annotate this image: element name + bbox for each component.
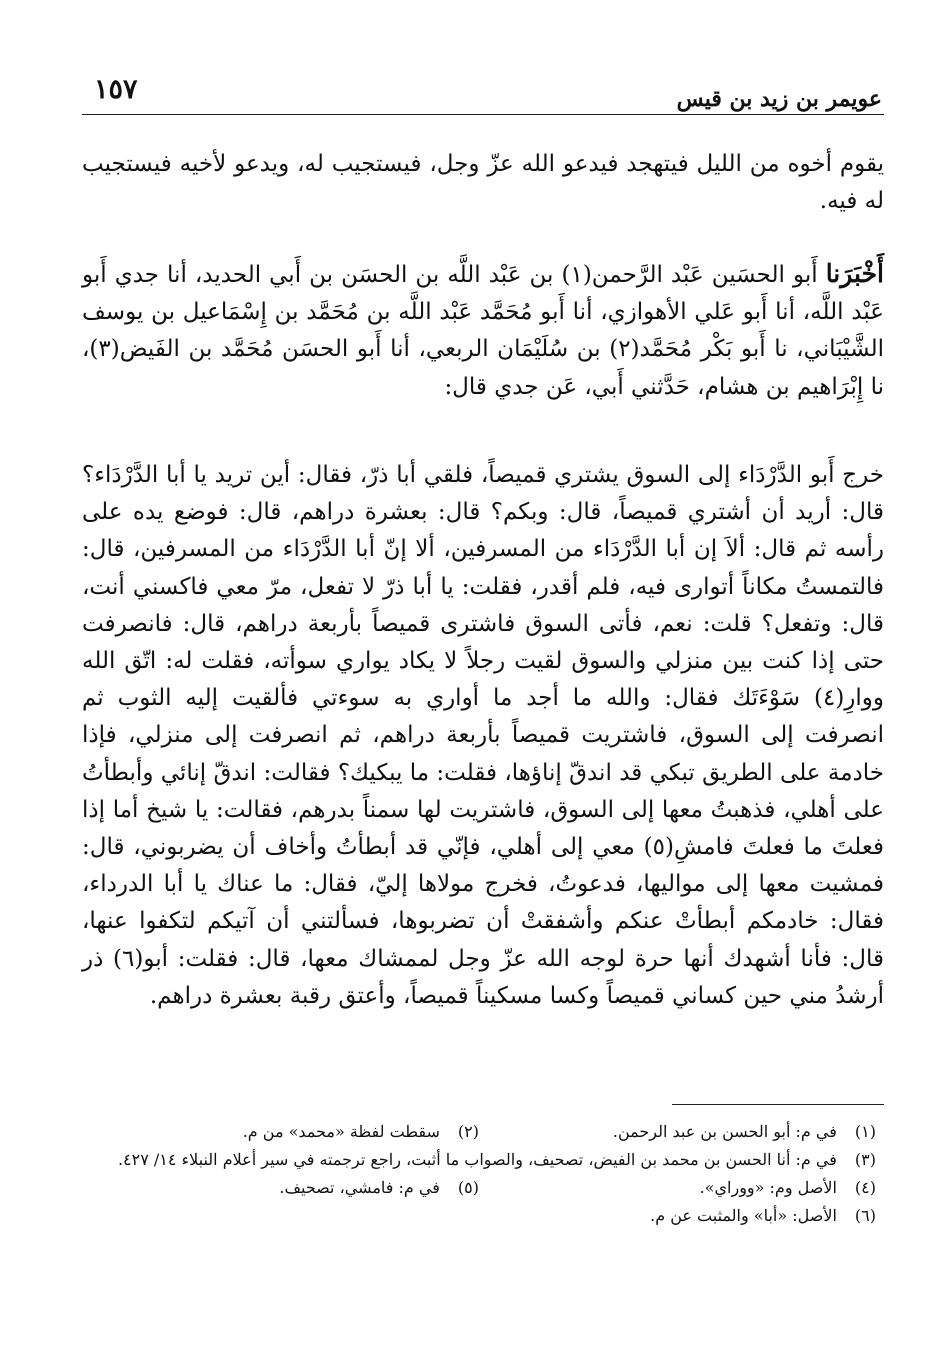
paragraph-2-text: أَبو الحسَين عَبْد الرَّحمن(١) بن عَبْد اللَّه بن الحسَن بن أَبي الحديد، أنا جدي أَبو عَبْد اللَّه، أنا أَبو عَلي الأهوازي، أنا أَبو مُحَمَّد عَبْد اللَّه بن مُحَمَّد بن إِسْمَاعيل بن يوسف الشَّيْبَاني، نا أَبو بَكْر مُحَمَّد(٢) بن سُلَيْمَان الربعي، أنا أَبو الحسَن مُحَمَّد بن الفَيض(٣)، نا إِبْرَاهيم بن هشام، حَدَّثني أَبي، عَن جدي قال: (82, 262, 884, 400)
footnote-row (82, 1174, 876, 1202)
footnote-3 (82, 1146, 876, 1174)
footnote-number: (٢) (457, 1122, 479, 1141)
footnote-text: الأصل وم: «ووراي». (699, 1178, 837, 1197)
footnote-row (82, 1146, 876, 1174)
running-title: عويمر بن زيد بن قيس (676, 86, 882, 112)
paragraph-2 (82, 255, 884, 406)
footnote-text: الأصل: «أبا» والمثبت عن م. (650, 1206, 837, 1225)
footnote-number: (٦) (854, 1206, 876, 1225)
footnote-5 (82, 1174, 479, 1202)
paragraph-3-text: خرج أَبو الدَّرْدَاء إلى السوق يشتري قميصاً، فلقي أبا ذرّ، فقال: أين تريد يا أبا الدَّرْدَاء؟ قال: أريد أن أشتري قميصاً، قال: وبكم؟ قال: بعشرة دراهم، قال: فوضع يده على رأسه ثم قال: ألاَ إن أبا الدَّرْدَاء من المسرفين، ألا إنّ أبا الدَّرْدَاء من المسرفين، قال: فالتمستُ مكاناً أتوارى فيه، فلم أقدر، فقلت: يا أبا ذرّ لا تفعل، مرّ معي فاكسني أنت، قال: وتفعل؟ قلت: نعم، فأتى السوق فاشترى قميصاً بأربعة دراهم، قال: فانصرفت حتى إذا كنت بين منزلي والسوق لقيت رجلاً لا يكاد يواري سوأته، فقلت له: اتّق الله ووارِ(٤) سَوْءَتَك فقال: والله ما أجد ما أواري به سوءتي فألقيت إليه الثوب ثم انصرفت إلى السوق، فاشتريت قميصاً بأربعة دراهم، ثم انصرفت إلى منزلي، فإذا خادمة على الطريق تبكي قد اندقّ إناؤها، فقلت: ما يبكيك؟ فقالت: اندقّ إنائي وأبطأتُ على أهلي، فذهبتُ معها إلى السوق، فاشتريت لها سمناً بدرهم، فقالت: يا شيخ أما إذا فعلتَ ما فعلتَ فامشِ(٥) معي إلى أهلي، فإنّي قد أبطأتُ وأخاف أن يضربوني، قال: فمشيت معها إلى مواليها، فدعوتُ، فخرج مولاها إليّ، فقال: ما عناك يا أبا الدرداء، فقال: خادمكم أبطأتْ عنكم وأشفقتْ أن تضربوها، فسألتني أن آتيكم لتكفوا عنها، قال: فأنا أشهدك أنها حرة لوجه الله عزّ وجل لممشاك معها، قال: فقلت: أبو(٦) ذر أرشدُ مني حين كساني قميصاً وكسا مسكيناً قميصاً، وأعتق رقبة بعشرة دراهم. (82, 462, 884, 1009)
footnote-number: (٤) (854, 1178, 876, 1197)
page-header (82, 60, 884, 115)
paragraph-3 (82, 457, 884, 1015)
footnote-number: (٣) (854, 1150, 876, 1169)
footnote-text: سقطت لفظة «محمد» من م. (242, 1122, 440, 1141)
footnotes (82, 1118, 876, 1230)
isnad-lead-word: أَخْبَرَنا (825, 259, 885, 288)
footnote-row (82, 1202, 876, 1230)
footnote-2 (82, 1118, 479, 1146)
footnote-text: في م: أبو الحسن بن عبد الرحمن. (612, 1122, 837, 1141)
footnote-1 (479, 1118, 876, 1146)
footnote-number: (١) (854, 1122, 876, 1141)
footnote-row (82, 1118, 876, 1146)
footnote-number: (٥) (457, 1178, 479, 1197)
paragraph-1-text: يقوم أخوه من الليل فيتهجد فيدعو الله عزّ وجل، فيستجيب له، ويدعو لأخيه فيستجيب له فيه. (82, 151, 884, 215)
paragraph-1 (82, 146, 884, 220)
footnote-4 (479, 1174, 876, 1202)
footnote-text: في م: فامشي، تصحيف. (279, 1178, 440, 1197)
page-number: ١٥٧ (94, 74, 138, 105)
footnote-text: في م: أنا الحسن بن محمد بن الفيض، تصحيف، والصواب ما أثبت، راجع ترجمته في سير أعلام النبلاء ١٤/ ٤٢٧. (117, 1150, 837, 1169)
footnote-divider (672, 1104, 884, 1105)
footnote-6 (82, 1202, 876, 1230)
